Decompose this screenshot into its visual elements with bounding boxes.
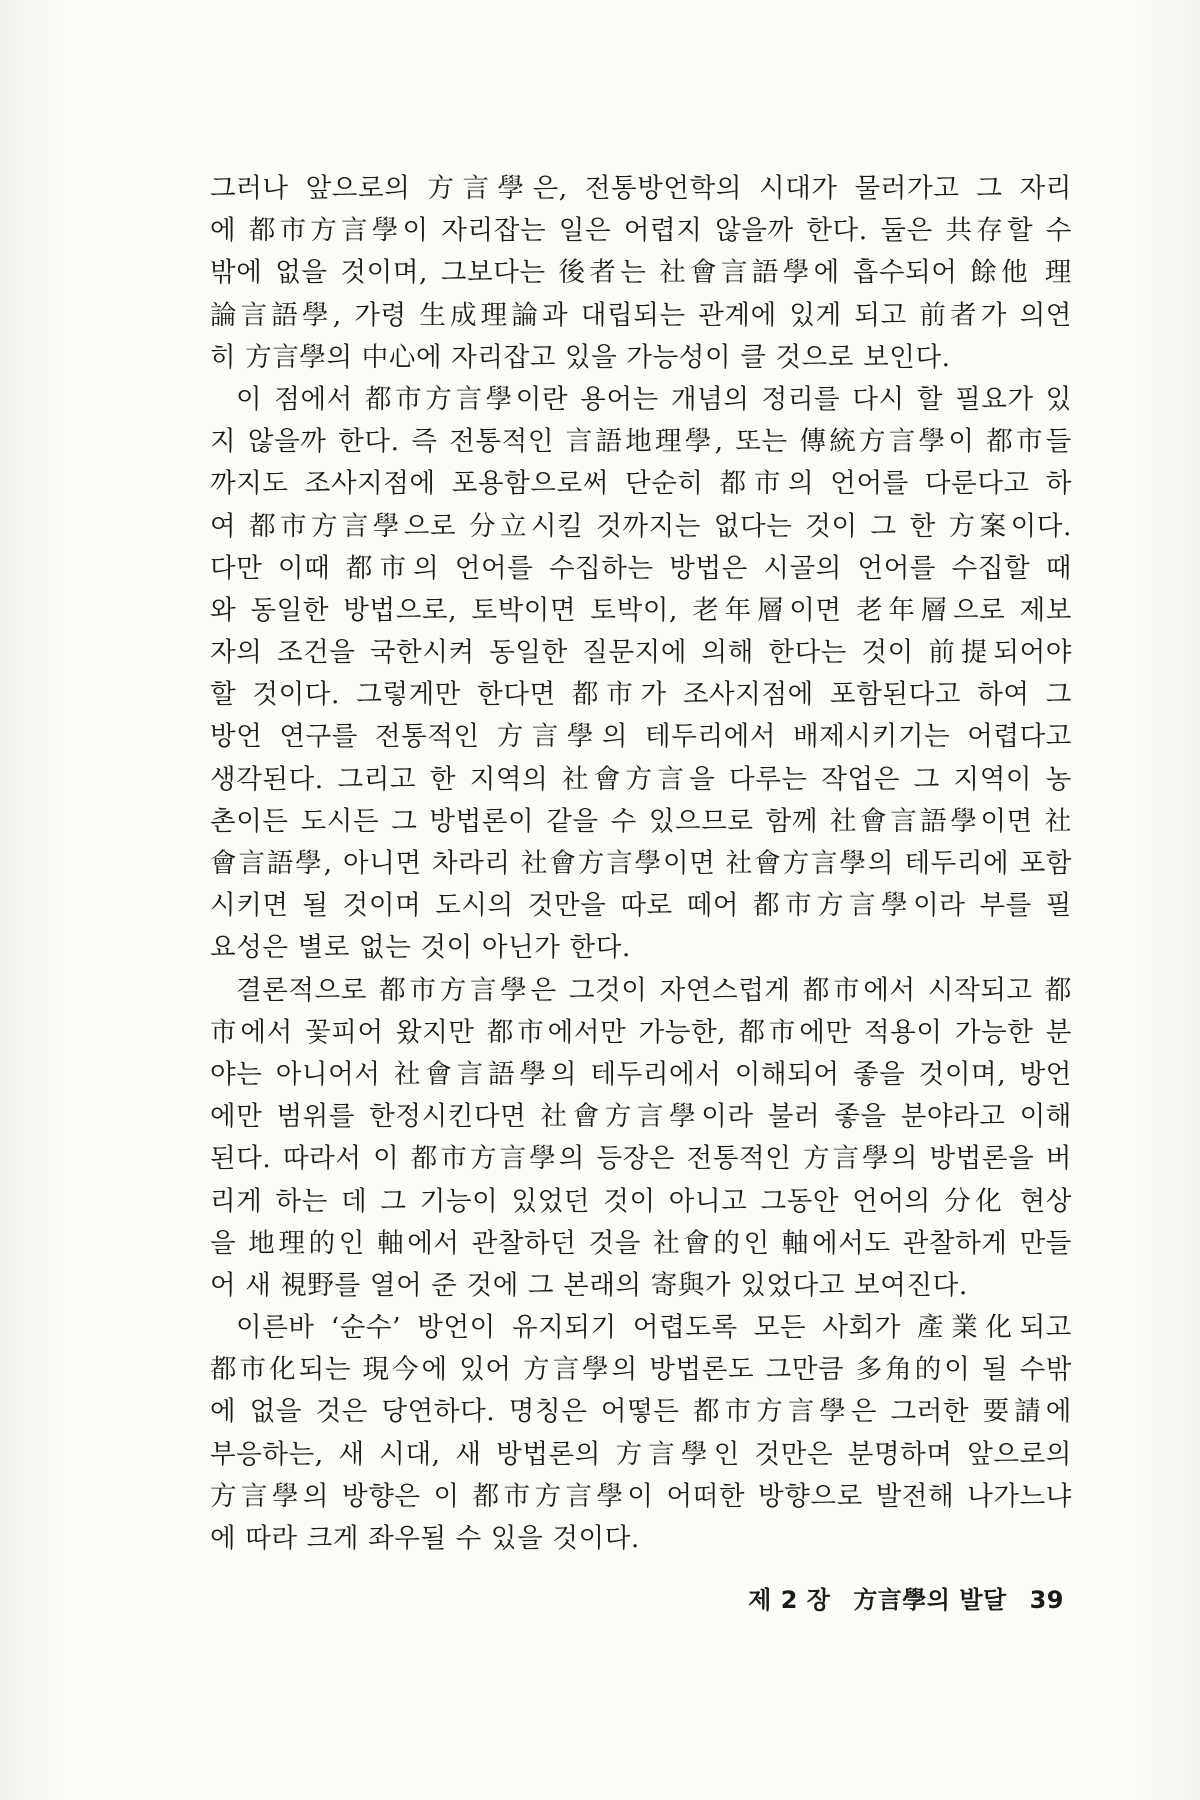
text-line: 方言學의 방향은 이 都市方言學이 어떠한 방향으로 발전해 나가느냐 [210,1480,1072,1512]
text-line: 부응하는, 새 시대, 새 방법론의 方言學인 것만은 분명하며 앞으로의 [210,1438,1072,1470]
text-line: 都市化되는 現今에 있어 方言學의 방법론도 그만큼 多角的이 될 수밖 [210,1354,1072,1386]
text-line: 촌이든 도시든 그 방법론이 같을 수 있으므로 함께 社會言語學이면 社 [210,805,1072,837]
text-line: 論言語學, 가령 生成理論과 대립되는 관계에 있게 되고 前者가 의연 [210,299,1072,331]
text-line: 어 새 視野를 열어 준 것에 그 본래의 寄與가 있었다고 보여진다. [210,1269,968,1301]
text-line: 여 都市方言學으로 分立시킬 것까지는 없다는 것이 그 한 方案이다. [210,510,1072,542]
text-line: 시키면 될 것이며 도시의 것만을 따로 떼어 都市方言學이라 부를 필 [210,890,1072,922]
text-line: 다만 이때 都市의 언어를 수집하는 방법은 시골의 언어를 수집할 때 [210,552,1072,584]
text-line: 와 동일한 방법으로, 토박이면 토박이, 老年層이면 老年層으로 제보 [210,594,1072,626]
text-line: 야는 아니어서 社會言語學의 테두리에서 이해되어 좋을 것이며, 방언 [210,1058,1072,1090]
text-line: 지 않을까 한다. 즉 전통적인 言語地理學, 또는 傳統方言學이 都市들 [210,426,1072,458]
text-line: 이른바 ‘순수’ 방언이 유지되기 어렵도록 모든 사회가 產業化되고 [236,1312,1072,1344]
page-footer [748,1580,1064,1615]
text-line: 이 점에서 都市方言學이란 용어는 개념의 정리를 다시 할 필요가 있 [236,383,1072,415]
text-line: 에 都市方言學이 자리잡는 일은 어렵지 않을까 한다. 둘은 共存할 수 [210,215,1072,247]
body-text [210,168,1072,1560]
text-line: 된다. 따라서 이 都市方言學의 등장은 전통적인 方言學의 방법론을 버 [210,1143,1072,1175]
text-line: 방언 연구를 전통적인 方言學의 테두리에서 배제시키기는 어렵다고 [210,721,1072,753]
text-line: 을 地理的인 軸에서 관찰하던 것을 社會的인 軸에서도 관찰하게 만들 [210,1227,1072,1259]
text-line: 자의 조건을 국한시켜 동일한 질문지에 의해 한다는 것이 前提되어야 [210,637,1072,669]
text-line: 會言語學, 아니면 차라리 社會方言學이면 社會方言學의 테두리에 포함 [210,848,1072,879]
text-line: 에만 범위를 한정시킨다면 社會方言學이라 불러 좋을 분야라고 이해 [210,1101,1072,1133]
text-line: 리게 하는 데 그 기능이 있었던 것이 아니고 그동안 언어의 分化 현상 [210,1185,1072,1217]
section-title: 方言學의 발달 [853,1586,1007,1614]
text-line: 까지도 조사지점에 포용함으로써 단순히 都市의 언어를 다룬다고 하 [210,468,1072,500]
text-line: 결론적으로 都市方言學은 그것이 자연스럽게 都市에서 시작되고 都 [236,974,1072,1006]
page-number: 39 [1029,1586,1064,1614]
text-line: 에 없을 것은 당연하다. 명칭은 어떻든 都市方言學은 그러한 要請에 [210,1396,1072,1428]
text-line: 요성은 별로 없는 것이 아닌가 한다. [210,932,631,964]
text-line: 밖에 없을 것이며, 그보다는 後者는 社會言語學에 흡수되어 餘他 理 [210,257,1072,289]
text-line: 할 것이다. 그렇게만 한다면 都市가 조사지점에 포함된다고 하여 그 [210,679,1072,711]
text-line: 에 따라 크게 좌우될 수 있을 것이다. [210,1523,640,1554]
text-line: 생각된다. 그리고 한 지역의 社會方言을 다루는 작업은 그 지역이 농 [210,763,1072,795]
chapter-label: 제 2 장 [748,1586,831,1614]
text-line: 市에서 꽃피어 왔지만 都市에서만 가능한, 都市에만 적용이 가능한 분 [210,1016,1072,1048]
text-line: 그러나 앞으로의 方言學은, 전통방언학의 시대가 물러가고 그 자리 [210,173,1072,204]
text-line: 히 方言學의 中心에 자리잡고 있을 가능성이 클 것으로 보인다. [210,341,951,373]
